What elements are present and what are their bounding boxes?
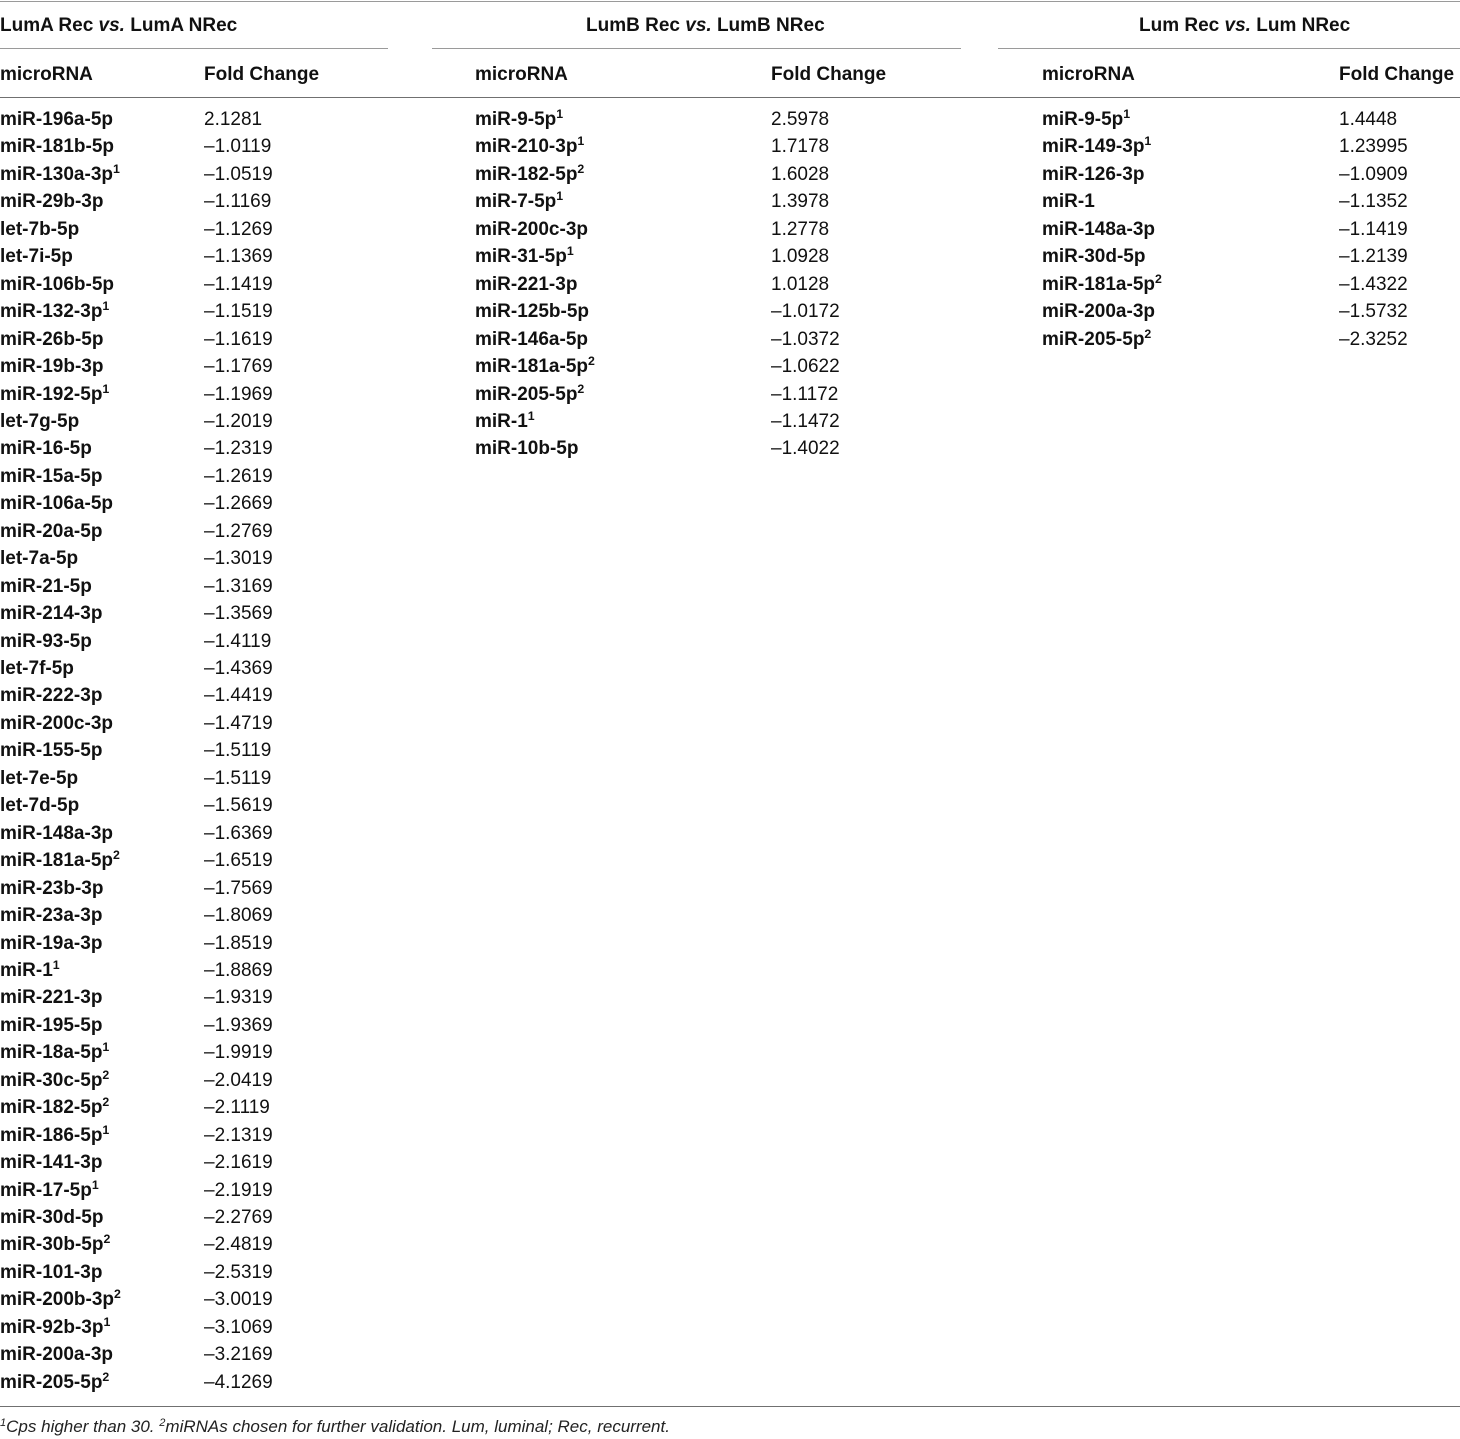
footnote-marker: 1 <box>556 189 564 204</box>
fold-change-value: –2.2769 <box>204 1207 273 1228</box>
footnote-marker-2: 2 <box>159 1416 166 1429</box>
mirna-label: miR-221-3p <box>0 987 103 1009</box>
footnote-marker: 2 <box>577 162 585 177</box>
mirna-label: let-7b-5p <box>0 218 80 240</box>
fold-change-value: –1.1619 <box>204 328 273 350</box>
fold-change-value: –3.1069 <box>204 1316 273 1338</box>
fold-change-value: –1.1369 <box>204 246 273 268</box>
mirna-name <box>475 271 577 299</box>
mirna-label: let-7f-5p <box>0 658 74 679</box>
fold-change-value: –1.7569 <box>204 877 273 899</box>
mirna-name <box>0 628 92 656</box>
mirna-name <box>0 765 78 793</box>
footnote-marker: 1 <box>566 244 574 259</box>
mirna-name <box>0 243 73 271</box>
mirna-label: let-7i-5p <box>0 246 73 268</box>
column-header-mirna: microRNA <box>0 64 93 85</box>
fold-change-value: –1.4419 <box>204 685 273 707</box>
mirna-name <box>0 216 79 244</box>
column-header-mirna: microRNA <box>1042 64 1135 85</box>
mirna-name <box>475 326 588 354</box>
mirna-label: miR-17-5p <box>0 1179 92 1201</box>
mirna-label: miR-182-5p <box>0 1097 103 1119</box>
mirna-label: miR-192-5p <box>0 383 103 405</box>
mirna-label: miR-181a-5p <box>1042 273 1155 295</box>
column-header-fold-change: Fold Change <box>771 64 887 85</box>
mirna-label: miR-200c-3p <box>475 218 588 240</box>
mirna-label: miR-205-5p <box>475 383 578 405</box>
mirna-label: miR-30d-5p <box>0 1207 104 1228</box>
footnote-marker: 1 <box>1144 134 1152 149</box>
mirna-name <box>0 353 103 381</box>
mirna-name <box>0 820 113 848</box>
fold-change-value: –1.1269 <box>204 218 273 240</box>
mirna-label: miR-130a-3p <box>0 163 113 185</box>
mirna-name <box>0 1067 109 1095</box>
footnote-marker-1: 1 <box>0 1416 7 1429</box>
column-header-fold-change: Fold Change <box>204 64 320 85</box>
mirna-label: miR-125b-5p <box>475 301 590 323</box>
column-header-mirna: microRNA <box>475 64 568 85</box>
footnote-marker: 1 <box>577 134 585 149</box>
mirna-label: let-7d-5p <box>0 795 80 817</box>
fold-change-value: –1.1969 <box>204 383 273 405</box>
footnote-marker: 1 <box>102 299 110 314</box>
fold-change-value: –1.6369 <box>204 822 273 844</box>
mirna-name <box>475 381 584 409</box>
fold-change-value: –1.8869 <box>204 959 273 981</box>
mirna-label: miR-23a-3p <box>0 905 103 927</box>
fold-change-value: –1.9919 <box>204 1042 273 1064</box>
fold-change-value: 1.7178 <box>771 136 830 158</box>
mirna-label: miR-196a-5p <box>0 109 113 130</box>
fold-change-value: –1.0119 <box>204 136 272 158</box>
fold-change-value: –1.8069 <box>204 905 273 927</box>
fold-change-value: 1.4448 <box>1339 109 1398 130</box>
mirna-label: miR-214-3p <box>0 603 103 625</box>
mirna-name <box>1042 243 1145 271</box>
mirna-label: miR-200a-3p <box>0 1344 113 1366</box>
mirna-name <box>1042 188 1095 216</box>
mirna-name <box>475 353 595 381</box>
mirna-label: miR-210-3p <box>475 136 578 158</box>
fold-change-value: –1.2669 <box>204 493 273 515</box>
mirna-label: miR-9-5p <box>1042 109 1124 130</box>
footnote-marker: 1 <box>527 409 535 424</box>
footnote-text-2: miRNAs chosen for further validation. Lum, luminal; Rec, recurrent. <box>165 1417 670 1436</box>
footnote-marker: 1 <box>556 107 564 122</box>
mirna-label: miR-186-5p <box>0 1124 103 1146</box>
fold-change-value: –1.1352 <box>1339 191 1408 213</box>
fold-change-value: –2.5319 <box>204 1261 273 1283</box>
mirna-name <box>0 435 92 463</box>
mirna-label: miR-26b-5p <box>0 328 104 350</box>
fold-change-value: 1.2778 <box>771 218 830 240</box>
mirna-label: let-7a-5p <box>0 548 79 570</box>
fold-change-value: –1.2019 <box>204 410 273 432</box>
fold-change-value: –3.2169 <box>204 1344 273 1366</box>
footnote-marker: 1 <box>102 1040 110 1055</box>
mirna-label: miR-31-5p <box>475 246 567 268</box>
mirna-name <box>0 518 102 546</box>
mirna-label: miR-222-3p <box>0 685 103 707</box>
fold-change-value: –1.8519 <box>204 932 273 954</box>
mirna-name <box>0 545 78 573</box>
fold-change-value: –1.3019 <box>204 548 273 570</box>
fold-change-value: –2.4819 <box>204 1234 273 1256</box>
mirna-name <box>0 1369 109 1397</box>
mirna-name <box>0 188 103 216</box>
fold-change-value: –1.1769 <box>204 356 273 378</box>
mirna-label: miR-1 <box>475 410 528 432</box>
mirna-name <box>475 435 578 463</box>
footnote-marker: 1 <box>102 1122 110 1137</box>
group-title-part: LumA Rec <box>0 15 99 36</box>
group-title-vs: vs. <box>685 15 712 36</box>
fold-change-value: –1.4022 <box>771 438 840 460</box>
fold-change-value: –1.5119 <box>204 767 272 789</box>
mirna-name <box>0 1177 99 1205</box>
mirna-label: miR-16-5p <box>0 438 92 460</box>
group-title-vs: vs. <box>1224 15 1251 36</box>
mirna-label: miR-205-5p <box>0 1371 103 1393</box>
mirna-name <box>0 902 102 930</box>
mirna-name <box>0 298 109 326</box>
footnote-marker: 2 <box>102 1369 110 1384</box>
mirna-label: miR-1 <box>1042 191 1095 213</box>
mirna-label: miR-126-3p <box>1042 163 1145 185</box>
footnote-marker: 1 <box>102 381 110 396</box>
fold-change-value: –1.4119 <box>204 630 272 652</box>
fold-change-value: 1.0128 <box>771 273 830 295</box>
mirna-name <box>0 1259 102 1287</box>
mirna-name <box>0 408 79 436</box>
fold-change-value: –1.1419 <box>1339 218 1408 240</box>
mirna-label: miR-30d-5p <box>1042 246 1146 268</box>
mirna-name <box>0 1094 109 1122</box>
footnote-marker: 1 <box>52 958 60 973</box>
group-rule-luma <box>0 48 388 49</box>
fold-change-value: –1.2139 <box>1339 246 1408 268</box>
fold-change-value: –1.9369 <box>204 1014 273 1036</box>
mirna-name <box>0 1341 113 1369</box>
fold-change-value: 2.5978 <box>771 109 830 130</box>
fold-change-value: –2.0419 <box>204 1069 273 1091</box>
mirna-name <box>0 600 102 628</box>
mirna-label: miR-23b-3p <box>0 877 104 899</box>
mirna-label: miR-9-5p <box>475 109 557 130</box>
footnote-marker: 2 <box>577 381 585 396</box>
group-rule-lumb <box>432 48 961 49</box>
mirna-label: miR-92b-3p <box>0 1316 104 1338</box>
mirna-name <box>0 381 109 409</box>
mirna-name <box>0 133 114 161</box>
footnote-marker: 2 <box>1155 271 1162 286</box>
footnote-text-1: Cps higher than 30. <box>6 1417 160 1436</box>
group-title-part: LumB NRec <box>711 15 825 36</box>
mirna-label: miR-19b-3p <box>0 356 104 378</box>
footnote-marker: 1 <box>113 162 120 177</box>
mirna-name <box>1042 271 1162 299</box>
mirna-label: miR-29b-3p <box>0 191 104 213</box>
mirna-label: miR-181a-5p <box>475 356 588 378</box>
mirna-name <box>475 161 584 189</box>
mirna-label: miR-15a-5p <box>0 465 103 487</box>
mirna-label: miR-106a-5p <box>0 493 113 515</box>
fold-change-value: 1.0928 <box>771 246 830 268</box>
mirna-name <box>0 1039 109 1067</box>
mirna-name <box>0 1012 102 1040</box>
group-title-part: LumB Rec <box>586 15 686 36</box>
mirna-label: miR-93-5p <box>0 630 92 652</box>
column-header-fold-change: Fold Change <box>1339 64 1455 85</box>
mirna-name <box>0 930 102 958</box>
mirna-name <box>0 161 120 189</box>
mirna-label: let-7e-5p <box>0 767 79 789</box>
mirna-label: miR-181b-5p <box>0 136 115 158</box>
table-top-rule <box>0 1 1460 2</box>
mirna-name <box>475 243 574 271</box>
fold-change-value: –2.1119 <box>204 1097 270 1119</box>
mirna-label: miR-141-3p <box>0 1152 103 1174</box>
mirna-label: miR-132-3p <box>0 301 103 323</box>
mirna-name <box>475 298 589 326</box>
fold-change-value: –1.0622 <box>771 356 840 378</box>
fold-change-value: 1.6028 <box>771 163 830 185</box>
footnote-marker: 1 <box>103 1315 111 1330</box>
fold-change-value: –1.3569 <box>204 603 273 625</box>
mirna-name <box>1042 216 1155 244</box>
fold-change-value: –1.4369 <box>204 658 273 679</box>
mirna-name <box>0 875 103 903</box>
footnote-marker: 2 <box>103 1232 111 1247</box>
mirna-label: miR-20a-5p <box>0 520 103 542</box>
fold-change-value: –1.2319 <box>204 438 273 460</box>
fold-change-value: –1.2769 <box>204 520 273 542</box>
mirna-label: miR-181a-5p <box>0 850 113 872</box>
footnote-marker: 2 <box>114 1287 121 1302</box>
mirna-name <box>0 957 60 985</box>
fold-change-value: –1.4322 <box>1339 273 1408 295</box>
fold-change-value: –1.1169 <box>204 191 272 213</box>
mirna-name <box>0 1149 102 1177</box>
group-header-lum <box>1139 13 1350 39</box>
fold-change-value: 2.1281 <box>204 109 263 130</box>
footnote-marker: 1 <box>1123 107 1131 122</box>
fold-change-value: –1.1419 <box>204 273 273 295</box>
mirna-label: miR-200b-3p <box>0 1289 115 1311</box>
footnote-marker: 2 <box>102 1095 110 1110</box>
fold-change-value: –1.5119 <box>204 740 272 762</box>
mirna-name <box>0 737 102 765</box>
mirna-name <box>1042 133 1151 161</box>
mirna-name <box>0 655 74 683</box>
mirna-label: miR-182-5p <box>475 163 578 185</box>
footnote-marker: 2 <box>1144 326 1152 341</box>
table-bottom-rule <box>0 1406 1460 1407</box>
fold-change-value: –1.9319 <box>204 987 273 1009</box>
mirna-label: miR-7-5p <box>475 191 557 213</box>
mirna-name <box>475 408 535 436</box>
fold-change-value: 1.3978 <box>771 191 830 213</box>
mirna-label: miR-205-5p <box>1042 328 1145 350</box>
fold-change-value: –1.5619 <box>204 795 273 817</box>
group-title-part: Lum NRec <box>1250 15 1351 36</box>
fold-change-value: –1.0519 <box>204 163 273 185</box>
mirna-label: miR-106b-5p <box>0 273 115 295</box>
group-title-part: LumA NRec <box>124 15 238 36</box>
table-footnote <box>0 1416 670 1438</box>
mirna-name <box>0 463 102 491</box>
mirna-label: miR-18a-5p <box>0 1042 103 1064</box>
fold-change-value: –1.0909 <box>1339 163 1408 185</box>
mirna-name <box>0 847 120 875</box>
mirna-label: miR-200c-3p <box>0 712 113 734</box>
mirna-name <box>0 984 102 1012</box>
mirna-label: miR-19a-3p <box>0 932 103 954</box>
fold-change-value: –2.3252 <box>1339 328 1408 350</box>
mirna-name <box>0 682 102 710</box>
mirna-name <box>0 573 92 601</box>
mirna-label: miR-195-5p <box>0 1014 103 1036</box>
mirna-name <box>0 490 113 518</box>
mirna-name <box>0 106 113 134</box>
fold-change-value: 1.23995 <box>1339 136 1408 158</box>
mirna-name <box>0 1204 103 1232</box>
fold-change-value: –3.0019 <box>204 1289 273 1311</box>
fold-change-value: –2.1319 <box>204 1124 273 1146</box>
mirna-name <box>0 271 114 299</box>
mirna-label: miR-148a-3p <box>1042 218 1155 240</box>
fold-change-value: –1.1472 <box>771 410 840 432</box>
mirna-label: miR-10b-5p <box>475 438 579 460</box>
fold-change-value: –1.3169 <box>204 575 273 597</box>
fold-change-value: –1.5732 <box>1339 301 1408 323</box>
fold-change-value: –1.4719 <box>204 712 273 734</box>
mirna-label: miR-30b-5p <box>0 1234 104 1256</box>
mirna-name <box>0 1314 110 1342</box>
mirna-name <box>0 710 113 738</box>
mirna-name <box>475 216 588 244</box>
mirna-label: let-7g-5p <box>0 410 80 432</box>
fold-change-value: –2.1619 <box>204 1152 273 1174</box>
mirna-label: miR-200a-3p <box>1042 301 1155 323</box>
fold-change-value: –1.1519 <box>204 301 273 323</box>
mirna-name <box>1042 298 1155 326</box>
mirna-label: miR-148a-3p <box>0 822 113 844</box>
mirna-name <box>475 188 563 216</box>
fold-change-value: –1.2619 <box>204 465 273 487</box>
group-rule-lum <box>998 48 1460 49</box>
fold-change-value: –2.1919 <box>204 1179 273 1201</box>
footnote-marker: 2 <box>102 1067 110 1082</box>
fold-change-value: –1.0172 <box>771 301 840 323</box>
mirna-name <box>0 792 79 820</box>
mirna-label: miR-101-3p <box>0 1261 103 1283</box>
fold-change-value: –1.0372 <box>771 328 840 350</box>
mirna-label: miR-221-3p <box>475 273 578 295</box>
footnote-marker: 1 <box>91 1177 99 1192</box>
group-header-luma <box>0 13 237 39</box>
group-title-vs: vs. <box>98 15 125 36</box>
group-header-lumb <box>586 13 825 39</box>
mirna-label: miR-21-5p <box>0 575 92 597</box>
mirna-name <box>1042 326 1151 354</box>
mirna-name <box>0 1122 109 1150</box>
mirna-name <box>475 106 563 134</box>
header-bottom-rule <box>0 97 1460 98</box>
mirna-name <box>1042 106 1130 134</box>
footnote-marker: 2 <box>588 354 595 369</box>
footnote-marker: 2 <box>113 848 120 863</box>
mirna-label: miR-30c-5p <box>0 1069 103 1091</box>
fold-change-value: –1.1172 <box>771 383 839 405</box>
mirna-name <box>0 1231 110 1259</box>
group-title-part: Lum Rec <box>1139 15 1225 36</box>
mirna-label: miR-149-3p <box>1042 136 1145 158</box>
fold-change-value: –1.6519 <box>204 850 273 872</box>
mirna-label: miR-1 <box>0 959 53 981</box>
mirna-name <box>475 133 584 161</box>
mirna-name <box>0 1286 121 1314</box>
fold-change-value: –4.1269 <box>204 1371 273 1393</box>
mirna-label: miR-155-5p <box>0 740 103 762</box>
mirna-name <box>1042 161 1144 189</box>
mirna-name <box>0 326 103 354</box>
mirna-label: miR-146a-5p <box>475 328 588 350</box>
